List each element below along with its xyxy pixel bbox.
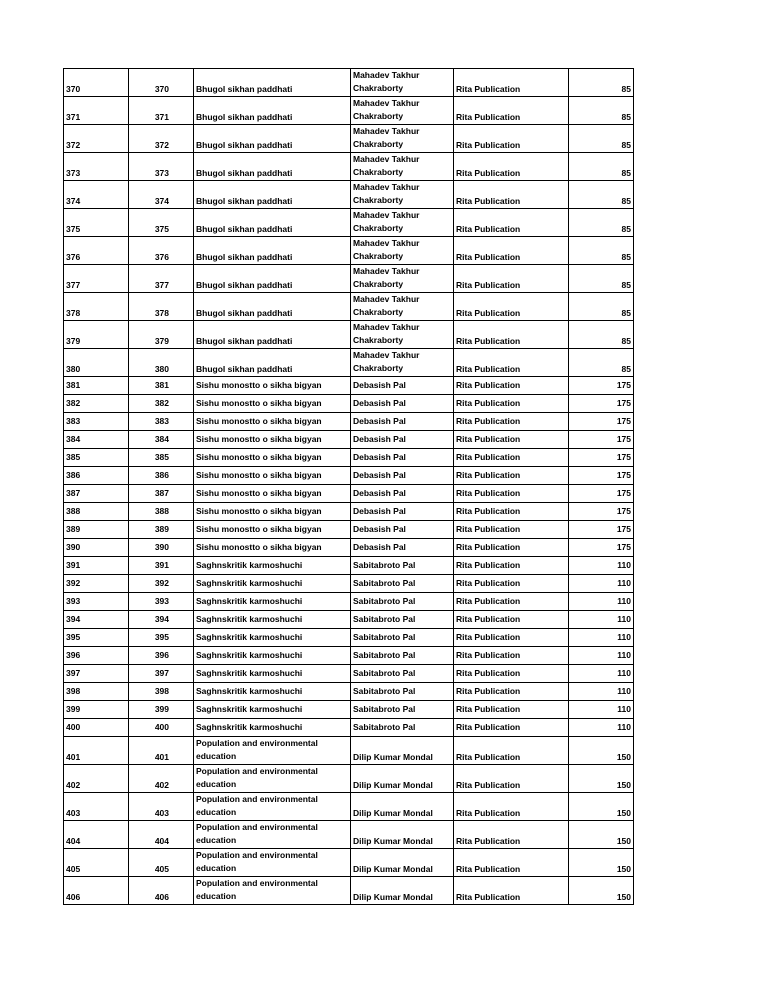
serial-number-cell: 402 (64, 765, 129, 793)
publisher-cell: Rita Publication (454, 877, 569, 905)
price-cell: 175 (569, 431, 634, 449)
accession-number-cell: 375 (129, 209, 194, 237)
table-row (64, 237, 634, 265)
book-title-cell: Bhugol sikhan paddhati (194, 265, 351, 293)
table-row (64, 395, 634, 413)
serial-number-cell: 384 (64, 431, 129, 449)
table-row (64, 153, 634, 181)
book-title-cell: Bhugol sikhan paddhati (194, 209, 351, 237)
price-cell: 175 (569, 539, 634, 557)
price-cell: 150 (569, 793, 634, 821)
author-cell: Dilip Kumar Mondal (351, 793, 454, 821)
author-cell: Mahadev Takhur Chakraborty (351, 265, 454, 293)
author-cell: Sabitabroto Pal (351, 665, 454, 683)
publisher-cell: Rita Publication (454, 793, 569, 821)
price-cell: 85 (569, 125, 634, 153)
table-row (64, 593, 634, 611)
book-title-cell: Population and environmental education (194, 821, 351, 849)
author-cell: Sabitabroto Pal (351, 701, 454, 719)
publisher-cell: Rita Publication (454, 349, 569, 377)
publisher-cell: Rita Publication (454, 413, 569, 431)
author-cell: Dilip Kumar Mondal (351, 737, 454, 765)
serial-number-cell: 389 (64, 521, 129, 539)
table-row (64, 765, 634, 793)
serial-number-cell: 393 (64, 593, 129, 611)
table-row (64, 503, 634, 521)
publisher-cell: Rita Publication (454, 321, 569, 349)
author-cell: Dilip Kumar Mondal (351, 765, 454, 793)
author-cell: Sabitabroto Pal (351, 683, 454, 701)
book-title-cell: Saghnskritik karmoshuchi (194, 629, 351, 647)
author-cell: Mahadev Takhur Chakraborty (351, 153, 454, 181)
author-cell: Debasish Pal (351, 449, 454, 467)
accession-number-cell: 386 (129, 467, 194, 485)
author-cell: Debasish Pal (351, 467, 454, 485)
table-row (64, 575, 634, 593)
table-row (64, 737, 634, 765)
author-cell: Mahadev Takhur Chakraborty (351, 293, 454, 321)
author-cell: Sabitabroto Pal (351, 593, 454, 611)
publisher-cell: Rita Publication (454, 485, 569, 503)
serial-number-cell: 371 (64, 97, 129, 125)
serial-number-cell: 390 (64, 539, 129, 557)
accession-number-cell: 372 (129, 125, 194, 153)
price-cell: 175 (569, 485, 634, 503)
price-cell: 110 (569, 557, 634, 575)
accession-number-cell: 371 (129, 97, 194, 125)
book-title-cell: Bhugol sikhan paddhati (194, 237, 351, 265)
accession-number-cell: 385 (129, 449, 194, 467)
book-title-cell: Bhugol sikhan paddhati (194, 349, 351, 377)
publisher-cell: Rita Publication (454, 181, 569, 209)
publisher-cell: Rita Publication (454, 265, 569, 293)
author-cell: Debasish Pal (351, 521, 454, 539)
book-title-cell: Saghnskritik karmoshuchi (194, 719, 351, 737)
accession-number-cell: 380 (129, 349, 194, 377)
publisher-cell: Rita Publication (454, 521, 569, 539)
price-cell: 85 (569, 181, 634, 209)
serial-number-cell: 397 (64, 665, 129, 683)
serial-number-cell: 403 (64, 793, 129, 821)
price-cell: 85 (569, 349, 634, 377)
accession-number-cell: 404 (129, 821, 194, 849)
book-title-cell: Sishu monostto o sikha bigyan (194, 503, 351, 521)
accession-number-cell: 397 (129, 665, 194, 683)
author-cell: Debasish Pal (351, 431, 454, 449)
price-cell: 175 (569, 521, 634, 539)
accession-number-cell: 392 (129, 575, 194, 593)
publisher-cell: Rita Publication (454, 557, 569, 575)
price-cell: 175 (569, 503, 634, 521)
author-cell: Mahadev Takhur Chakraborty (351, 237, 454, 265)
author-cell: Debasish Pal (351, 377, 454, 395)
author-cell: Debasish Pal (351, 485, 454, 503)
publisher-cell: Rita Publication (454, 821, 569, 849)
book-title-cell: Bhugol sikhan paddhati (194, 153, 351, 181)
book-title-cell: Sishu monostto o sikha bigyan (194, 413, 351, 431)
publisher-cell: Rita Publication (454, 629, 569, 647)
book-title-cell: Saghnskritik karmoshuchi (194, 665, 351, 683)
table-row (64, 265, 634, 293)
book-title-cell: Sishu monostto o sikha bigyan (194, 467, 351, 485)
accession-number-cell: 398 (129, 683, 194, 701)
table-row (64, 849, 634, 877)
accession-number-cell: 402 (129, 765, 194, 793)
book-title-cell: Saghnskritik karmoshuchi (194, 557, 351, 575)
serial-number-cell: 385 (64, 449, 129, 467)
table-row (64, 557, 634, 575)
serial-number-cell: 374 (64, 181, 129, 209)
price-cell: 110 (569, 575, 634, 593)
book-title-cell: Bhugol sikhan paddhati (194, 125, 351, 153)
serial-number-cell: 382 (64, 395, 129, 413)
serial-number-cell: 401 (64, 737, 129, 765)
publisher-cell: Rita Publication (454, 665, 569, 683)
author-cell: Mahadev Takhur Chakraborty (351, 209, 454, 237)
accession-number-cell: 373 (129, 153, 194, 181)
publisher-cell: Rita Publication (454, 237, 569, 265)
accession-number-cell: 401 (129, 737, 194, 765)
table-row (64, 665, 634, 683)
book-title-cell: Sishu monostto o sikha bigyan (194, 431, 351, 449)
table-row (64, 377, 634, 395)
price-cell: 150 (569, 737, 634, 765)
author-cell: Mahadev Takhur Chakraborty (351, 349, 454, 377)
book-title-cell: Population and environmental education (194, 737, 351, 765)
price-cell: 150 (569, 849, 634, 877)
author-cell: Debasish Pal (351, 413, 454, 431)
publisher-cell: Rita Publication (454, 701, 569, 719)
publisher-cell: Rita Publication (454, 467, 569, 485)
author-cell: Sabitabroto Pal (351, 719, 454, 737)
author-cell: Debasish Pal (351, 503, 454, 521)
author-cell: Mahadev Takhur Chakraborty (351, 181, 454, 209)
accession-number-cell: 378 (129, 293, 194, 321)
table-row (64, 181, 634, 209)
book-title-cell: Population and environmental education (194, 765, 351, 793)
publisher-cell: Rita Publication (454, 849, 569, 877)
table-row (64, 69, 634, 97)
book-title-cell: Population and environmental education (194, 793, 351, 821)
price-cell: 85 (569, 69, 634, 97)
accession-number-cell: 389 (129, 521, 194, 539)
accession-number-cell: 394 (129, 611, 194, 629)
serial-number-cell: 398 (64, 683, 129, 701)
book-title-cell: Saghnskritik karmoshuchi (194, 647, 351, 665)
table-row (64, 467, 634, 485)
serial-number-cell: 377 (64, 265, 129, 293)
author-cell: Debasish Pal (351, 539, 454, 557)
accession-number-cell: 403 (129, 793, 194, 821)
publisher-cell: Rita Publication (454, 69, 569, 97)
publisher-cell: Rita Publication (454, 153, 569, 181)
book-title-cell: Bhugol sikhan paddhati (194, 69, 351, 97)
publisher-cell: Rita Publication (454, 377, 569, 395)
serial-number-cell: 388 (64, 503, 129, 521)
accession-number-cell: 396 (129, 647, 194, 665)
accession-number-cell: 393 (129, 593, 194, 611)
table-row (64, 539, 634, 557)
price-cell: 150 (569, 821, 634, 849)
table-row (64, 647, 634, 665)
accession-number-cell: 376 (129, 237, 194, 265)
author-cell: Sabitabroto Pal (351, 629, 454, 647)
price-cell: 85 (569, 293, 634, 321)
serial-number-cell: 386 (64, 467, 129, 485)
publisher-cell: Rita Publication (454, 737, 569, 765)
publisher-cell: Rita Publication (454, 593, 569, 611)
accession-number-cell: 395 (129, 629, 194, 647)
table-row (64, 97, 634, 125)
publisher-cell: Rita Publication (454, 449, 569, 467)
serial-number-cell: 404 (64, 821, 129, 849)
table-row (64, 293, 634, 321)
author-cell: Mahadev Takhur Chakraborty (351, 69, 454, 97)
publisher-cell: Rita Publication (454, 395, 569, 413)
author-cell: Dilip Kumar Mondal (351, 877, 454, 905)
price-cell: 85 (569, 321, 634, 349)
accession-number-cell: 382 (129, 395, 194, 413)
accession-number-cell: 391 (129, 557, 194, 575)
serial-number-cell: 399 (64, 701, 129, 719)
publisher-cell: Rita Publication (454, 293, 569, 321)
author-cell: Mahadev Takhur Chakraborty (351, 125, 454, 153)
price-cell: 85 (569, 153, 634, 181)
book-title-cell: Bhugol sikhan paddhati (194, 293, 351, 321)
price-cell: 150 (569, 765, 634, 793)
table-row (64, 125, 634, 153)
book-title-cell: Sishu monostto o sikha bigyan (194, 377, 351, 395)
price-cell: 175 (569, 467, 634, 485)
book-title-cell: Bhugol sikhan paddhati (194, 97, 351, 125)
serial-number-cell: 394 (64, 611, 129, 629)
price-cell: 110 (569, 719, 634, 737)
publisher-cell: Rita Publication (454, 125, 569, 153)
publisher-cell: Rita Publication (454, 719, 569, 737)
book-title-cell: Bhugol sikhan paddhati (194, 321, 351, 349)
table-row (64, 209, 634, 237)
book-title-cell: Population and environmental education (194, 877, 351, 905)
accession-number-cell: 379 (129, 321, 194, 349)
book-title-cell: Saghnskritik karmoshuchi (194, 701, 351, 719)
accession-number-cell: 388 (129, 503, 194, 521)
serial-number-cell: 373 (64, 153, 129, 181)
accession-number-cell: 399 (129, 701, 194, 719)
serial-number-cell: 370 (64, 69, 129, 97)
price-cell: 110 (569, 611, 634, 629)
accession-number-cell: 406 (129, 877, 194, 905)
publisher-cell: Rita Publication (454, 765, 569, 793)
serial-number-cell: 405 (64, 849, 129, 877)
author-cell: Debasish Pal (351, 395, 454, 413)
table-row (64, 821, 634, 849)
price-cell: 85 (569, 209, 634, 237)
author-cell: Dilip Kumar Mondal (351, 821, 454, 849)
author-cell: Mahadev Takhur Chakraborty (351, 321, 454, 349)
table-row (64, 793, 634, 821)
price-cell: 110 (569, 683, 634, 701)
author-cell: Sabitabroto Pal (351, 611, 454, 629)
table-row (64, 719, 634, 737)
publisher-cell: Rita Publication (454, 647, 569, 665)
table-row (64, 701, 634, 719)
serial-number-cell: 395 (64, 629, 129, 647)
serial-number-cell: 391 (64, 557, 129, 575)
serial-number-cell: 375 (64, 209, 129, 237)
book-title-cell: Saghnskritik karmoshuchi (194, 683, 351, 701)
author-cell: Mahadev Takhur Chakraborty (351, 97, 454, 125)
serial-number-cell: 381 (64, 377, 129, 395)
serial-number-cell: 383 (64, 413, 129, 431)
book-title-cell: Saghnskritik karmoshuchi (194, 611, 351, 629)
serial-number-cell: 392 (64, 575, 129, 593)
book-title-cell: Sishu monostto o sikha bigyan (194, 449, 351, 467)
price-cell: 110 (569, 701, 634, 719)
book-title-cell: Bhugol sikhan paddhati (194, 181, 351, 209)
serial-number-cell: 396 (64, 647, 129, 665)
table-row (64, 485, 634, 503)
accession-number-cell: 390 (129, 539, 194, 557)
serial-number-cell: 378 (64, 293, 129, 321)
author-cell: Sabitabroto Pal (351, 575, 454, 593)
book-register-table (63, 68, 634, 905)
publisher-cell: Rita Publication (454, 209, 569, 237)
accession-number-cell: 405 (129, 849, 194, 877)
price-cell: 85 (569, 97, 634, 125)
price-cell: 150 (569, 877, 634, 905)
serial-number-cell: 387 (64, 485, 129, 503)
table-row (64, 349, 634, 377)
table-row (64, 877, 634, 905)
serial-number-cell: 376 (64, 237, 129, 265)
table-row (64, 449, 634, 467)
table-row (64, 521, 634, 539)
table-row (64, 611, 634, 629)
price-cell: 110 (569, 665, 634, 683)
book-title-cell: Saghnskritik karmoshuchi (194, 575, 351, 593)
book-title-cell: Sishu monostto o sikha bigyan (194, 521, 351, 539)
author-cell: Sabitabroto Pal (351, 557, 454, 575)
book-title-cell: Saghnskritik karmoshuchi (194, 593, 351, 611)
accession-number-cell: 383 (129, 413, 194, 431)
accession-number-cell: 374 (129, 181, 194, 209)
book-title-cell: Sishu monostto o sikha bigyan (194, 485, 351, 503)
accession-number-cell: 370 (129, 69, 194, 97)
price-cell: 175 (569, 413, 634, 431)
price-cell: 175 (569, 377, 634, 395)
book-title-cell: Sishu monostto o sikha bigyan (194, 539, 351, 557)
publisher-cell: Rita Publication (454, 683, 569, 701)
price-cell: 175 (569, 395, 634, 413)
publisher-cell: Rita Publication (454, 539, 569, 557)
table-row (64, 683, 634, 701)
price-cell: 175 (569, 449, 634, 467)
publisher-cell: Rita Publication (454, 97, 569, 125)
publisher-cell: Rita Publication (454, 611, 569, 629)
serial-number-cell: 380 (64, 349, 129, 377)
table-row (64, 431, 634, 449)
accession-number-cell: 384 (129, 431, 194, 449)
price-cell: 110 (569, 629, 634, 647)
accession-number-cell: 381 (129, 377, 194, 395)
publisher-cell: Rita Publication (454, 503, 569, 521)
table-row (64, 321, 634, 349)
accession-number-cell: 400 (129, 719, 194, 737)
serial-number-cell: 379 (64, 321, 129, 349)
table-row (64, 413, 634, 431)
book-title-cell: Sishu monostto o sikha bigyan (194, 395, 351, 413)
author-cell: Sabitabroto Pal (351, 647, 454, 665)
table-row (64, 629, 634, 647)
publisher-cell: Rita Publication (454, 575, 569, 593)
accession-number-cell: 387 (129, 485, 194, 503)
serial-number-cell: 372 (64, 125, 129, 153)
price-cell: 85 (569, 265, 634, 293)
price-cell: 110 (569, 593, 634, 611)
price-cell: 85 (569, 237, 634, 265)
book-title-cell: Population and environmental education (194, 849, 351, 877)
price-cell: 110 (569, 647, 634, 665)
table-body (64, 69, 634, 905)
author-cell: Dilip Kumar Mondal (351, 849, 454, 877)
serial-number-cell: 400 (64, 719, 129, 737)
serial-number-cell: 406 (64, 877, 129, 905)
publisher-cell: Rita Publication (454, 431, 569, 449)
accession-number-cell: 377 (129, 265, 194, 293)
